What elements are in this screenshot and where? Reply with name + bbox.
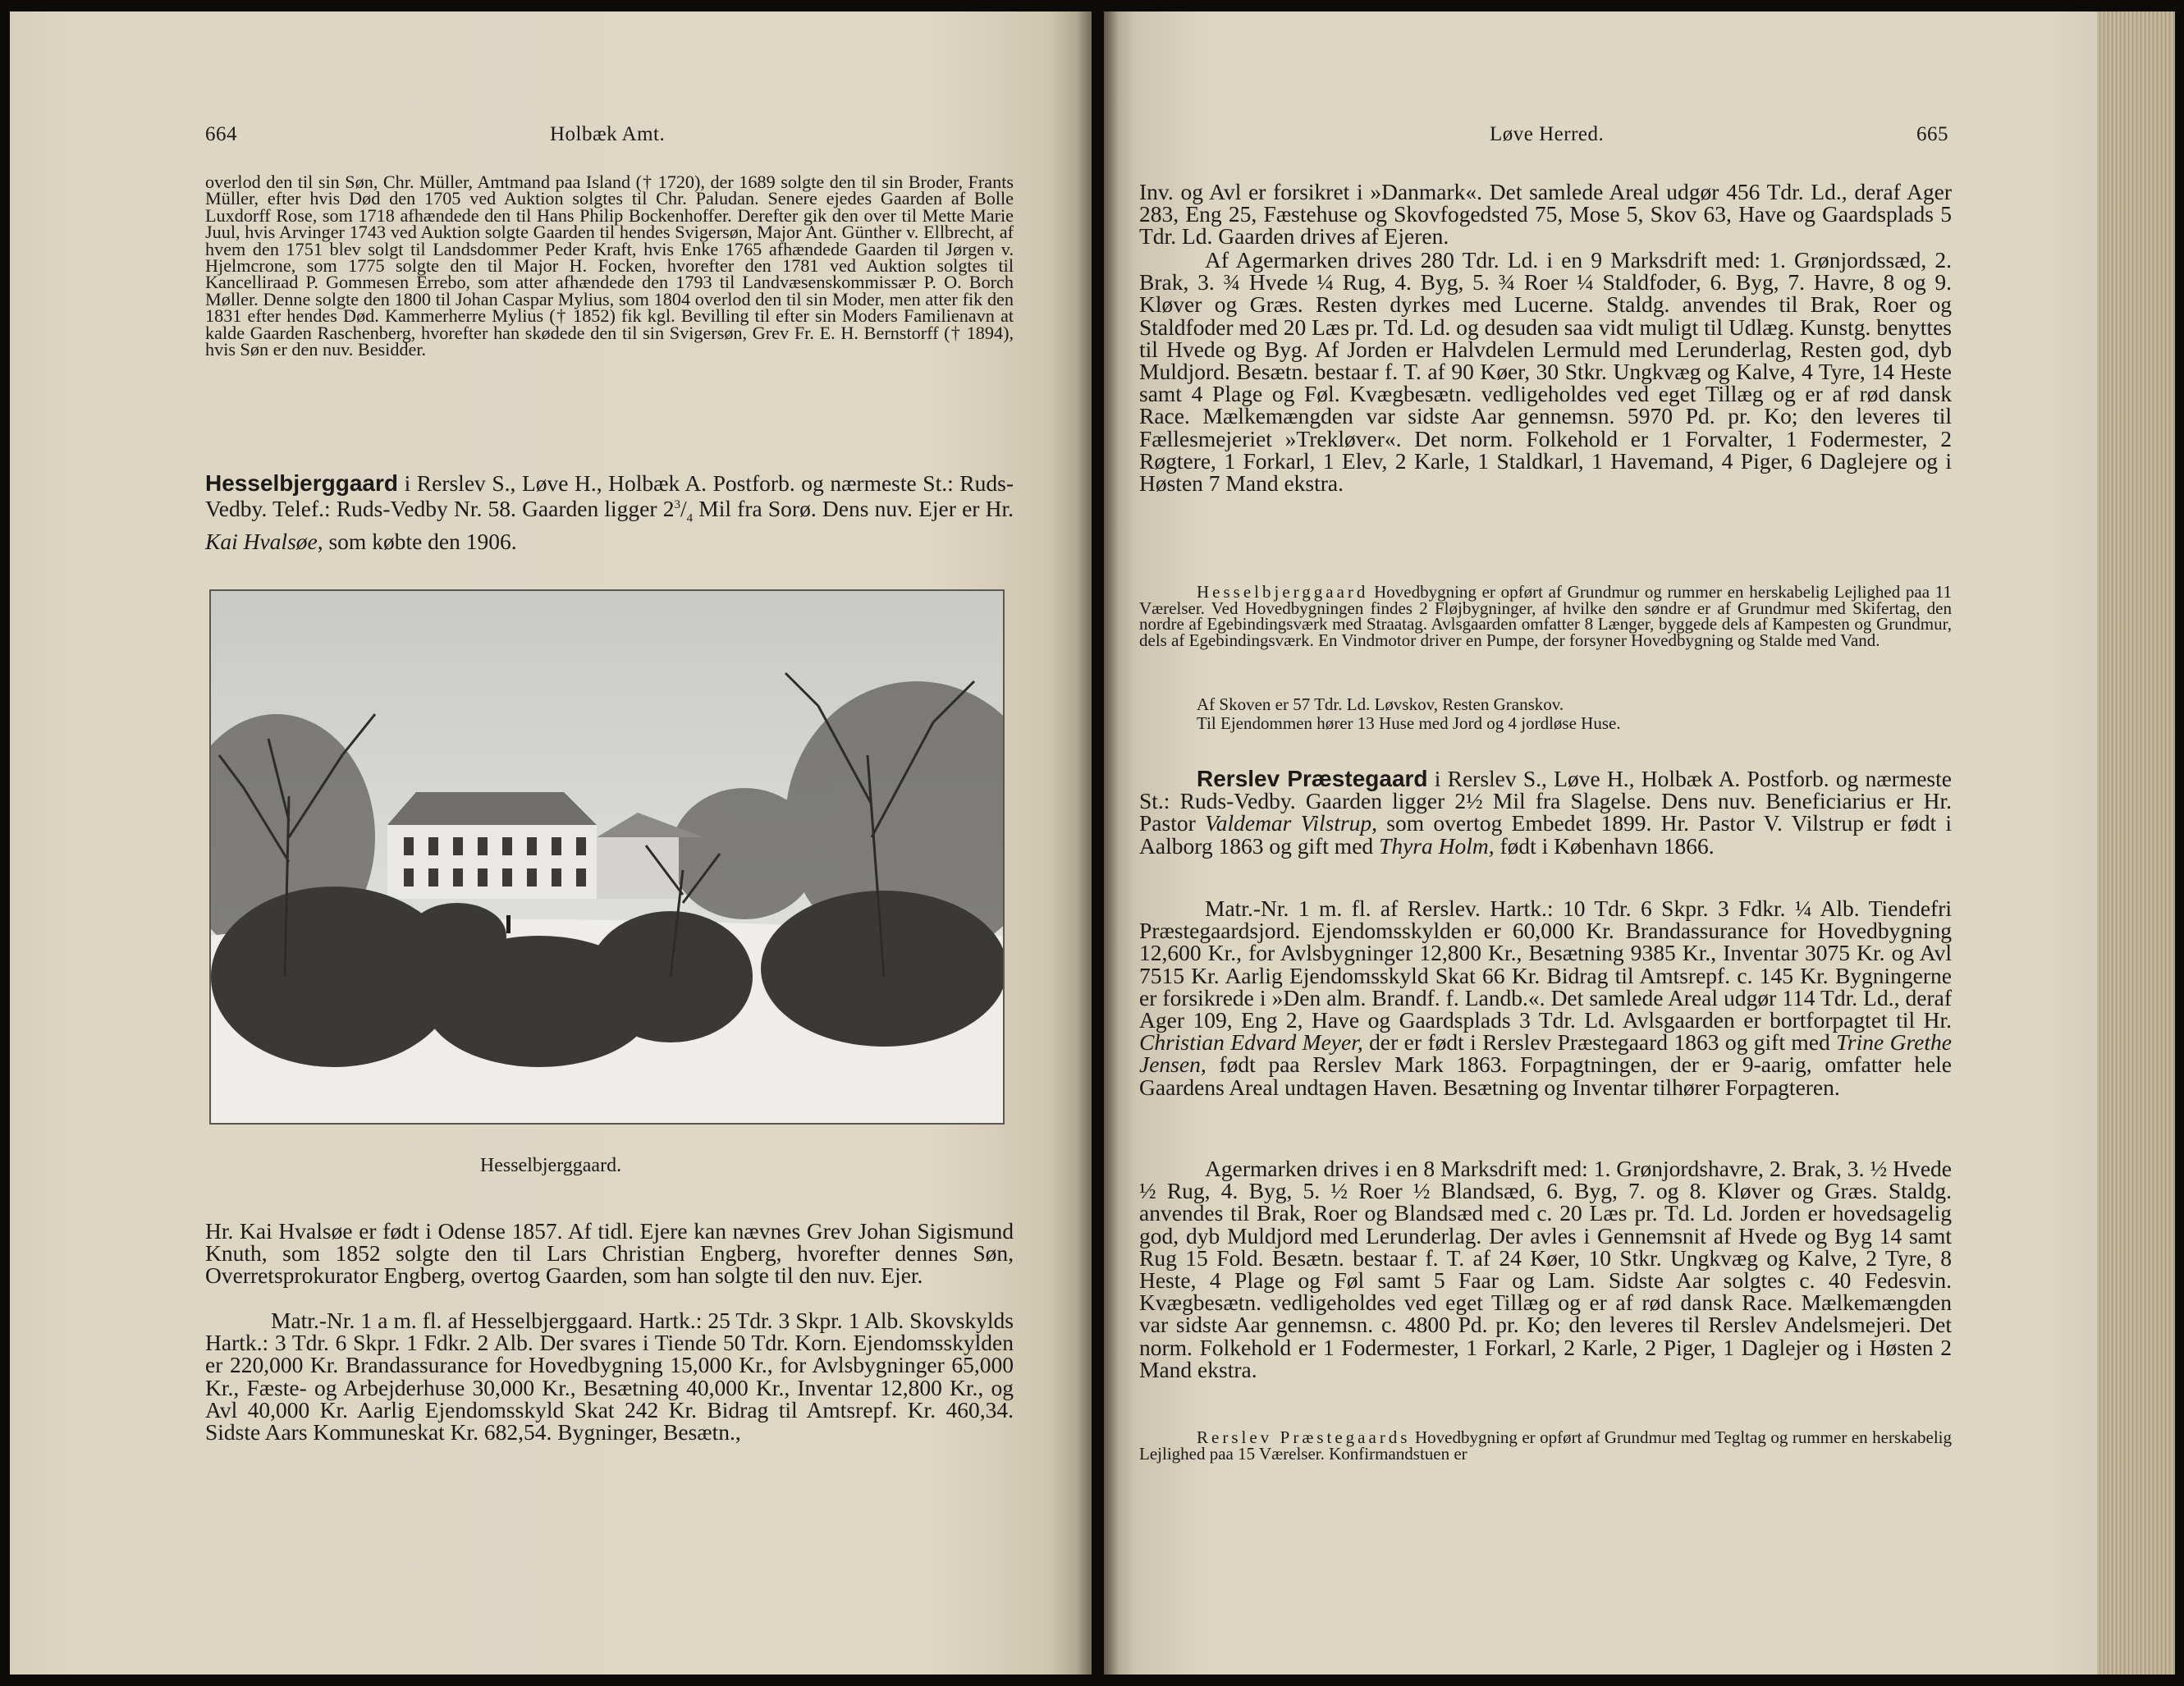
houses-note: Til Ejendommen hører 13 Huse med Jord og 4 jordløse Huse. (1197, 713, 1621, 733)
page-number-left: 664 (205, 123, 237, 145)
matr-text: Matr.-Nr. 1 m. fl. af Rerslev. Hartk.: 10 Tdr. 6 Skpr. 3 Fdkr. ¼ Alb. Tiendefri Præstegaardsjord. Ejendomsskylden er 60,000 Kr. Brandassurance for Hovedbygning 12,600 Kr., for Avlsbygninger 12,800 Kr., Besætning 9385 Kr., Inventar 3075 Kr. og Avl 7515 Kr. Aarlig Ejendomsskyld Skat 66 Kr. Bidrag til Amtsrepf. c. 145 Kr. Bygningerne er forsikrede i »Den alm. Brandf. f. Landb.«. Det samlede Areal udgør 114 Tdr. Ld., deraf Ager 109, Eng 2, Have og Gaardsplads 3 Tdr. Ld. Avlsgaarden er bortforpagtet til Hr. (1139, 896, 1952, 1033)
tenant-name: Christian Edvard Meyer, (1139, 1029, 1363, 1056)
photo-caption: Hesselbjerggaard. (479, 1155, 622, 1176)
matrikel-paragraph-left: Matr.-Nr. 1 a m. fl. af Hesselbjerggaard. Hartk.: 25 Tdr. 3 Skpr. 1 Alb. Skovskylds Hartk.: 3 Tdr. 6 Skpr. 1 Fdkr. 2 Alb. Der svares i Tiende 50 Tdr. Korn. Ejendomsskylden er 220,000 Kr. Brandassurance for Hovedbygning 15,000 Kr., for Avlsbygninger 65,000 Kr., Fæste- og Arbejderhuse 30,000 Kr., Besætning 40,000 Kr., Inventar 12,800 Kr., og Avl 40,000 Kr. Aarlig Ejendomsskyld Skat 242 Kr. Bidrag til Amtsrepf. Kr. 460,34. Sidste Aars Kommuneskat Kr. 682,54. Bygninger, Besætn., (205, 1308, 1014, 1445)
page-number-right: 665 (1916, 123, 1948, 145)
insurance-paragraph: Inv. og Avl er forsikret i »Danmark«. Det samlede Areal udgør 456 Tdr. Ld., deraf Ager 283, Eng 25, Fæstehuse og Skovfogedsted 75, Mose 5, Skov 63, Have og Gaardsplads 5 Tdr. Ld. Gaarden drives af Ejeren. (1139, 179, 1952, 250)
building-lead: Hesselbjerggaard (1197, 582, 1369, 602)
entry-heading-hesselbjerggaard: Hesselbjerggaard (205, 470, 398, 496)
agermark-paragraph: Af Agermarken drives 280 Tdr. Ld. i en 9 Marksdrift med: 1. Grønjordssæd, 2. Brak, 3. ¾ Hvede ¼ Rug, 4. Byg, 5. ¾ Roer ¼ Staldfoder, 6. Byg, 7. Havre, 8 og 9. Kløver og Græs. Resten dyrkes med Lucerne. Staldg. anvendes til Brak, Roer og Staldfoder med 20 Læs pr. Td. Ld. og desuden saa vidt muligt til Udlæg. Kunstg. benyttes til Hvede og Byg. Af Jorden er Halvdelen Lermuld med Lerunderlag, Resten god, dyb Muldjord. Besætn. bestaar f. T. af 90 Køer, 30 Stkr. Ungkvæg og Kalve, 4 Tyre, 14 Heste samt 4 Plage og Føl. Kvægbesætn. vedligeholdes ved eget Tillæg og er af rød dansk Race. Mælkemængden var sidste Aar gennemsn. 5970 Pd. pr. Ko; den leveres til Fællesmejeriet »Trekløver«. Det norm. Folkehold er 1 Forvalter, 1 Fodermester, 2 Røgtere, 1 Forkarl, 1 Elev, 2 Karle, 1 Staldkarl, 1 Havemand, 4 Piger, 6 Daglejere og i Høsten 7 Mand ekstra. (1139, 247, 1952, 497)
entry-heading-rerslev: Rerslev Præstegaard (1197, 766, 1428, 791)
rerslev-building-description (1139, 1427, 1952, 1464)
forest-note: Af Skoven er 57 Tdr. Ld. Løvskov, Resten Granskov. (1197, 694, 1564, 714)
tenant-wife-name: Trine Grethe Jensen, (1139, 1029, 1952, 1078)
building-lead: Rerslev Præstegaards (1197, 1427, 1411, 1447)
rerslev-entry (1139, 767, 1952, 857)
owner-name: Kai Hvalsøe (205, 529, 318, 555)
fraction-numerator: 3 (674, 498, 680, 512)
agermark-paragraph-rerslev: Agermarken drives i en 8 Marksdrift med: 1. Grønjordshavre, 2. Brak, 3. ½ Hvede ½ Rug, 4. Byg, 5. ½ Roer ½ Blandsæd, 6. Byg, 7. og 8. Kløver og Græs. Staldg. anvendes til Brak, Roer og Blandsæd med c. 20 Læs pr. Td. Ld. Jorden er hovedsagelig god, dyb Muldjord med Lerunderlag. Der avles i Gennemsnit af Hvede og Byg 14 samt Rug 15 Fold. Besætn. bestaar f. T. af 24 Køer, 10 Stkr. Ungkvæg og Kalve, 2 Tyre, 8 Heste, 4 Plage og Føl samt 5 Faar og Lam. Sidste Aar solgtes c. 40 Fedesvin. Kvægbesætn. vedligeholdes ved eget Tillæg og er af rød dansk Race. Mælkemængden var sidste Aar gennemsn. c. 4800 Pd. pr. Ko; den leveres til Rerslev Andelsmejeri. Det norm. Folkehold er 1 Fodermester, 1 Forkarl, 2 Karle, 2 Piger, 1 Daglejer og i Høsten 2 Mand ekstra. (1139, 1156, 1952, 1382)
building-text: Hovedbygning er opført af Grundmur med Tegltag og rummer en herskabelig Lejlighed paa 15 Værelser. Konfirmandstuen er (1139, 1427, 1952, 1464)
building-text: Hovedbygning er opført af Grundmur og rummer en herskabelig Lejlighed paa 11 Værelser. Ved Hovedbygningen findes 2 Fløjbygninger, af hvilke den søndre er af Grundmur med Skifertag, den nordre af Egebindingsværk med Straatag. Avlsgaarden omfatter 8 Længer, byggede dels af Kampesten og Grundmur, dels af Egebindingsværk. En Vindmotor driver en Pumpe, der forsyner Hovedbygning og Stalde med Vand. (1139, 582, 1952, 650)
fraction-denominator: 4 (686, 511, 694, 525)
pastor-wife-name: Thyra Holm, (1379, 832, 1495, 859)
history-paragraph: overlod den til sin Søn, Chr. Müller, Amtmand paa Island († 1720), der 1689 solgte den til sin Broder, Frants Müller, efter hvis Død den 1705 ved Auktion solgtes til Chr. Paludan. Senere ejedes Gaarden af Bolle Luxdorff Rose, som 1718 afhændede den til Hans Philip Bockenhoffer. Derefter gik den over til Mette Marie Juul, hvis Arvinger 1743 ved Auktion solgte Gaarden til hendes Svigersøn, Major Ant. Günther v. Ellbrecht, af hvem den 1751 blev solgt til Landsdommer Peder Kraft, hvis Enke 1765 afhændede Gaarden til Jørgen v. Hjelmcrone, som 1775 solgte den til Major H. Focken, hvorefter den 1781 ved Auktion solgtes til Kancelliraad P. Gommesen Errebo, som atter afhændede den 1793 til Landvæsenskommissær P. O. Borch Møller. Denne solgte den 1800 til Johan Caspar Mylius, som 1804 overlod den til sin Moder, men atter fik den 1831 efter hendes Død. Kammerherre Mylius († 1852) fik kgl. Bevilling til efter sin Moders Familienavn at kalde Gaarden Raschenberg, hvorefter han skødede den til sin Svigersøn, Grev Fr. E. H. Bernstorff († 1894), hvis Søn er den nuv. Besidder. (205, 172, 1014, 360)
hesselbjerggaard-photo (209, 589, 1005, 1125)
entry-text: født i København 1866. (1494, 832, 1715, 859)
entry-text: i Rerslev S., Løve H., Holbæk A. Postforb. og nærmeste St.: Ruds-Vedby. Gaarden ligger 2½ Mil fra Slagelse. Dens nuv. Beneficiarius er Hr. Pastor (1139, 766, 1952, 836)
pastor-name: Valdemar Vilstrup, (1204, 810, 1378, 836)
entry-text: som overtog Embedet 1899. Hr. Pastor V. Vilstrup er født i Aalborg 1863 og gift med (1139, 810, 1953, 859)
winter-manor-photo (211, 591, 1003, 1123)
hesselbjerggaard-entry: Hesselbjerggaard i Rerslev S., Løve H., Holbæk A. Postforb. og nærmeste St.: Ruds-Vedby. Telef.: Ruds-Vedby Nr. 58. Gaarden ligger $2^3/_4$ Mil fra Sorø. Dens nuv. Ejer er Hr. Kai Hvalsøe, som købte den 1906. (205, 470, 1014, 555)
running-head-right: Løve Herred. (1490, 123, 1605, 145)
owner-paragraph: Hr. Kai Hvalsøe er født i Odense 1857. Af tidl. Ejere kan nævnes Grev Johan Sigismund Knuth, som 1852 solgte den til Lars Christian Engberg, hvorefter dennes Søn, Overretsprokurator Engberg, overtog Gaarden, som han solgte til den nuv. Ejer. (205, 1218, 1014, 1289)
matr-text: født paa Rerslev Mark 1863. Forpagtningen, der er 9-aarig, omfatter hele Gaardens Areal undtagen Haven. Besætning og Inventar tilhører Forpagteren. (1139, 1051, 1952, 1100)
matr-text: der er født i Rerslev Præstegaard 1863 og gift med (1362, 1029, 1837, 1056)
entry-text: Mil fra Sorø. Dens nuv. Ejer er Hr. (693, 496, 1014, 522)
running-head-left: Holbæk Amt. (550, 123, 666, 145)
entry-text: , som købte den 1906. (317, 529, 517, 555)
building-description (1139, 584, 1952, 648)
entry-text: i Rerslev S., Løve H., Holbæk A. Postforb. og nærmeste St.: Ruds-Vedby. Telef.: Ruds-Vedby Nr. 58. Gaarden ligger 2 (205, 470, 1014, 522)
page-edges (2097, 11, 2175, 1675)
matrikel-paragraph-right (1139, 897, 1952, 1098)
